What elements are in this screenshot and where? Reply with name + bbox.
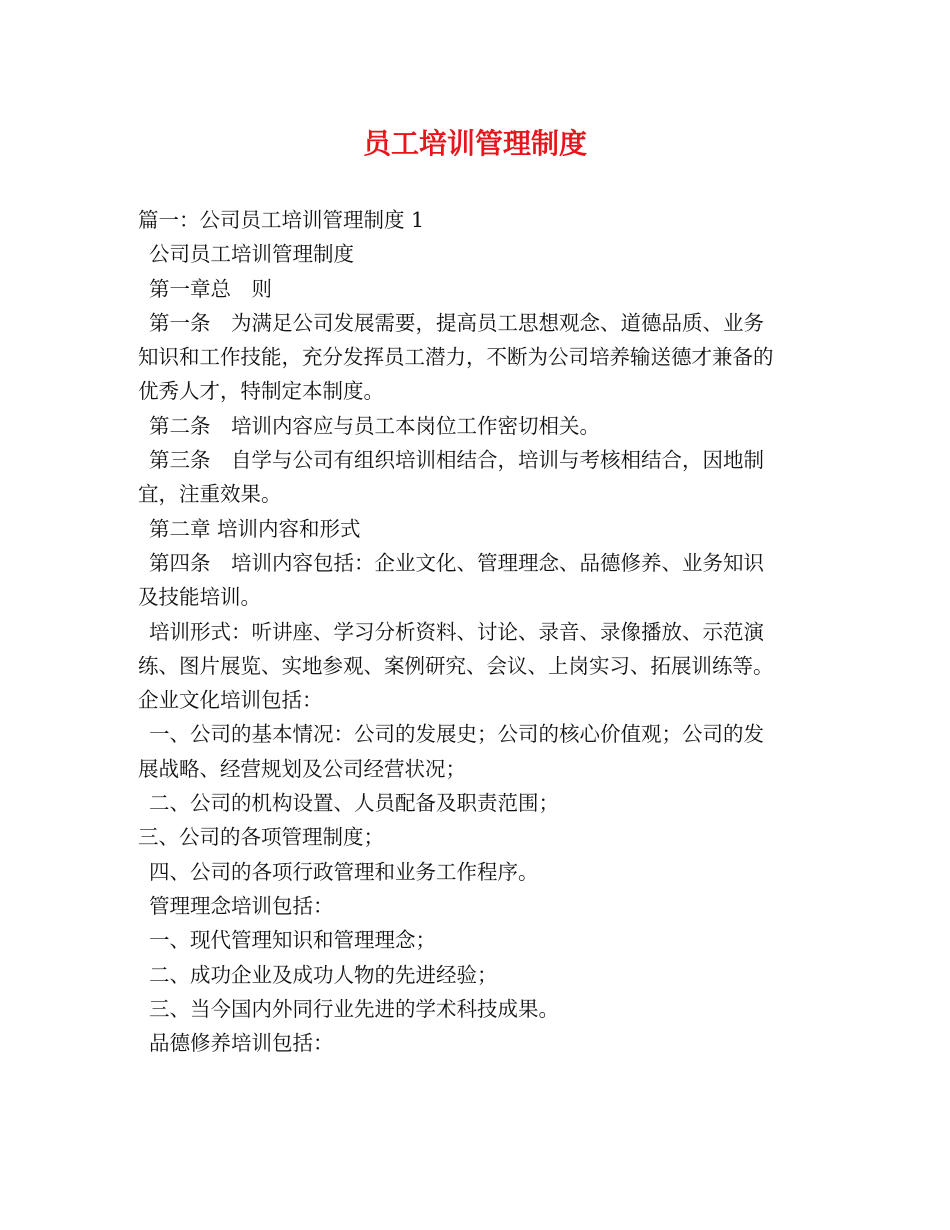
text-line: 第一章总 则 <box>149 276 272 301</box>
text-line: 公司员工培训管理制度 <box>149 242 354 267</box>
text-line: 培训形式：听讲座、学习分析资料、讨论、录音、录像播放、示范演 <box>149 619 764 644</box>
text-line: 第四条 培训内容包括：企业文化、管理理念、品德修养、业务知识 <box>149 550 764 575</box>
text-line: 第二条 培训内容应与员工本岗位工作密切相关。 <box>149 413 600 438</box>
text-line: 宜，注重效果。 <box>138 482 282 507</box>
text-line: 及技能培训。 <box>138 585 261 610</box>
text-line: 一、现代管理知识和管理理念； <box>149 928 436 953</box>
text-line: 企业文化培训包括： <box>138 688 323 713</box>
text-line: 第三条 自学与公司有组织培训相结合，培训与考核相结合，因地制 <box>149 448 764 473</box>
document-body <box>138 203 818 1060</box>
text-line: 第二章 培训内容和形式 <box>149 516 361 541</box>
text-line: 四、公司的各项行政管理和业务工作程序。 <box>149 859 539 884</box>
text-line: 品德修养培训包括： <box>149 1031 334 1056</box>
text-line: 展战略、经营规划及公司经营状况； <box>138 756 466 781</box>
text-line: 二、公司的机构设置、人员配备及职责范围； <box>149 791 559 816</box>
text-line: 知识和工作技能，充分发挥员工潜力，不断为公司培养输送德才兼备的 <box>138 345 774 370</box>
document-title: 员工培训管理制度 <box>362 127 587 160</box>
text-line: 练、图片展览、实地参观、案例研究、会议、上岗实习、拓展训练等。 <box>138 653 774 678</box>
text-line: 优秀人才，特制定本制度。 <box>138 379 384 404</box>
text-line: 管理理念培训包括： <box>149 893 334 918</box>
text-line: 二、成功企业及成功人物的先进经验； <box>149 962 498 987</box>
text-line: 篇一：公司员工培训管理制度 1 <box>138 208 425 232</box>
text-line: 三、当今国内外同行业先进的学术科技成果。 <box>149 996 559 1021</box>
text-line: 第一条 为满足公司发展需要，提高员工思想观念、道德品质、业务 <box>149 310 764 335</box>
text-line: 三、公司的各项管理制度； <box>138 825 384 850</box>
text-line: 一、公司的基本情况：公司的发展史；公司的核心价值观；公司的发 <box>149 722 764 747</box>
